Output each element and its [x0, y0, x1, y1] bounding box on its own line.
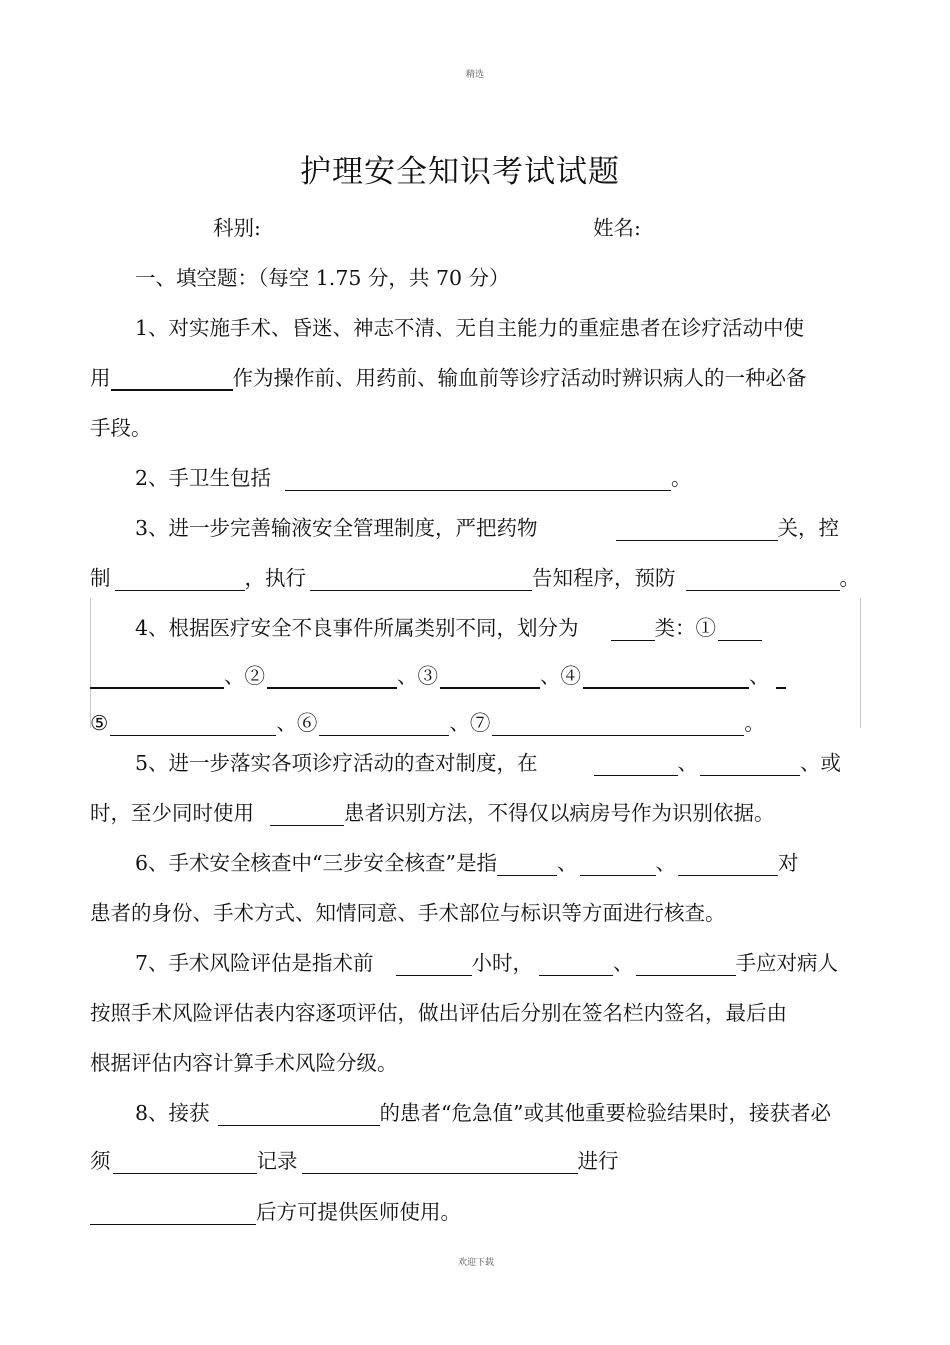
- q4-text-b: 类：①: [654, 616, 717, 640]
- q6-line1: [135, 846, 799, 876]
- q4-text-c7: 、⑥: [276, 711, 318, 735]
- q4-blank-5a[interactable]: [776, 665, 786, 689]
- q8-line2: [90, 1144, 619, 1174]
- q5-line1: [135, 746, 841, 776]
- q3-text-c: 制: [90, 566, 111, 590]
- q4-blank-4[interactable]: [583, 665, 749, 689]
- q4-text-c2: 、②: [224, 664, 265, 688]
- q4-text-c6: ⑤: [90, 711, 109, 735]
- name-label: 姓名:: [593, 216, 641, 240]
- q4-line3: [90, 706, 765, 736]
- q8-blank-2[interactable]: [113, 1151, 257, 1174]
- page-title: 护理安全知识考试试题: [300, 154, 620, 190]
- q5-blank-1[interactable]: [594, 753, 678, 776]
- q7-line3: 根据评估内容计算手术风险分级。: [90, 1051, 398, 1075]
- q7-text-a: 7、手术风险评估是指术前: [135, 951, 374, 975]
- q8-line1: [135, 1096, 831, 1126]
- q8-blank-1[interactable]: [218, 1103, 380, 1126]
- q8-text-d: 记录: [256, 1149, 298, 1173]
- q6-blank-1[interactable]: [497, 853, 557, 876]
- q2-text-a: 2、手卫生包括: [135, 466, 272, 490]
- q6-line2: 患者的身份、手术方式、知情同意、手术部位与标识等方面进行核查。: [90, 901, 726, 925]
- q1-text-b: 作为操作前、用药前、输血前等诊疗活动时辨识病人的一种必备: [232, 366, 807, 390]
- q7-blank-3[interactable]: [636, 953, 736, 976]
- q5-text-e: 患者识别方法，不得仅以病房号作为识别依据。: [344, 801, 775, 825]
- q7-line1: [135, 946, 838, 976]
- q4-blank-7[interactable]: [492, 713, 744, 736]
- q5-text-a: 5、进一步落实各项诊疗活动的查对制度，在: [135, 751, 538, 775]
- q4-line1: [135, 611, 762, 641]
- q3-text-d: ，执行: [244, 566, 306, 590]
- q6-blank-2[interactable]: [580, 853, 656, 876]
- q1-line1: 1、对实施手术、昏迷、神志不清、无自主能力的重症患者在诊疗活动中使: [135, 316, 805, 340]
- q8-text-b: 的患者“危急值”或其他重要检验结果时，接获者必: [379, 1101, 832, 1125]
- page-footer: 欢迎下载: [458, 1258, 495, 1268]
- section-heading: 一、填空题：（每空 1.75 分，共 70 分）: [135, 266, 510, 290]
- q8-line3: [90, 1195, 461, 1225]
- q6-text-d: 对: [778, 851, 799, 875]
- q5-blank-2[interactable]: [700, 753, 800, 776]
- q6-blank-3[interactable]: [678, 853, 778, 876]
- q4-blank-1b[interactable]: [90, 665, 224, 689]
- q7-blank-1[interactable]: [396, 953, 472, 976]
- q8-blank-4[interactable]: [90, 1202, 256, 1225]
- q3-text-b: 关，控: [777, 516, 840, 540]
- q3-blank-2[interactable]: [115, 568, 245, 591]
- page-header: 精选: [466, 70, 485, 80]
- q5-text-b: 、: [677, 751, 699, 775]
- q3-text-f: 。: [839, 566, 860, 590]
- q2-blank[interactable]: [285, 468, 671, 491]
- q7-text-b: 小时，: [471, 951, 534, 975]
- q4-blank-6[interactable]: [319, 713, 449, 736]
- q8-blank-3[interactable]: [302, 1151, 578, 1174]
- q3-text-a: 3、进一步完善输液安全管理制度，严把药物: [135, 516, 538, 540]
- q7-text-d: 手应对病人: [735, 951, 839, 975]
- q3-line2: [90, 561, 860, 591]
- q8-text-e: 进行: [577, 1149, 619, 1173]
- q1-blank[interactable]: [111, 367, 233, 391]
- q4-text-c5: 、: [749, 664, 770, 688]
- q4-text-a: 4、根据医疗安全不良事件所属类别不同，划分为: [135, 616, 579, 640]
- q7-blank-2[interactable]: [539, 953, 613, 976]
- q6-text-a: 6、手术安全核查中“三步安全核查”是指: [135, 851, 498, 875]
- q4-blank-count[interactable]: [611, 618, 655, 641]
- q6-text-c: 、: [655, 851, 677, 875]
- q3-blank-1[interactable]: [616, 518, 778, 541]
- q7-text-c: 、: [613, 951, 634, 975]
- q4-text-c4: 、④: [540, 664, 581, 688]
- q4-text-c9: 。: [744, 711, 765, 735]
- q3-blank-4[interactable]: [686, 568, 840, 591]
- q8-text-f: 后方可提供医师使用。: [256, 1200, 461, 1224]
- q7-line2: 按照手术风险评估表内容逐项评估，做出评估后分别在签名栏内签名，最后由: [90, 1001, 787, 1025]
- q3-blank-3[interactable]: [310, 568, 532, 591]
- q5-blank-3[interactable]: [270, 803, 344, 826]
- q8-text-c: 须: [90, 1149, 111, 1173]
- q5-text-c: 、或: [800, 751, 842, 775]
- q4-blank-3[interactable]: [440, 665, 540, 689]
- q3-text-e: 告知程序，预防: [532, 566, 676, 590]
- q2-text-b: 。: [671, 466, 692, 490]
- q8-text-a: 8、接获: [135, 1101, 210, 1125]
- q5-text-d: 时，至少同时使用: [90, 801, 254, 825]
- q4-text-c3: 、③: [397, 664, 438, 688]
- q1-line2: [90, 361, 807, 391]
- q4-text-c8: 、⑦: [449, 711, 491, 735]
- q4-line2: [90, 659, 786, 689]
- q1-line3: 手段。: [90, 416, 152, 440]
- dept-label: 科别:: [213, 216, 261, 240]
- q4-blank-5[interactable]: [110, 713, 276, 736]
- q4-blank-2[interactable]: [267, 665, 397, 689]
- q2-line: [135, 461, 692, 491]
- q3-line1: [135, 511, 839, 541]
- q4-box-right-border: [860, 598, 861, 728]
- q6-text-b: 、: [557, 851, 578, 875]
- q5-line2: [90, 796, 775, 826]
- q1-text-a: 用: [90, 366, 111, 390]
- q4-blank-1a[interactable]: [718, 618, 762, 641]
